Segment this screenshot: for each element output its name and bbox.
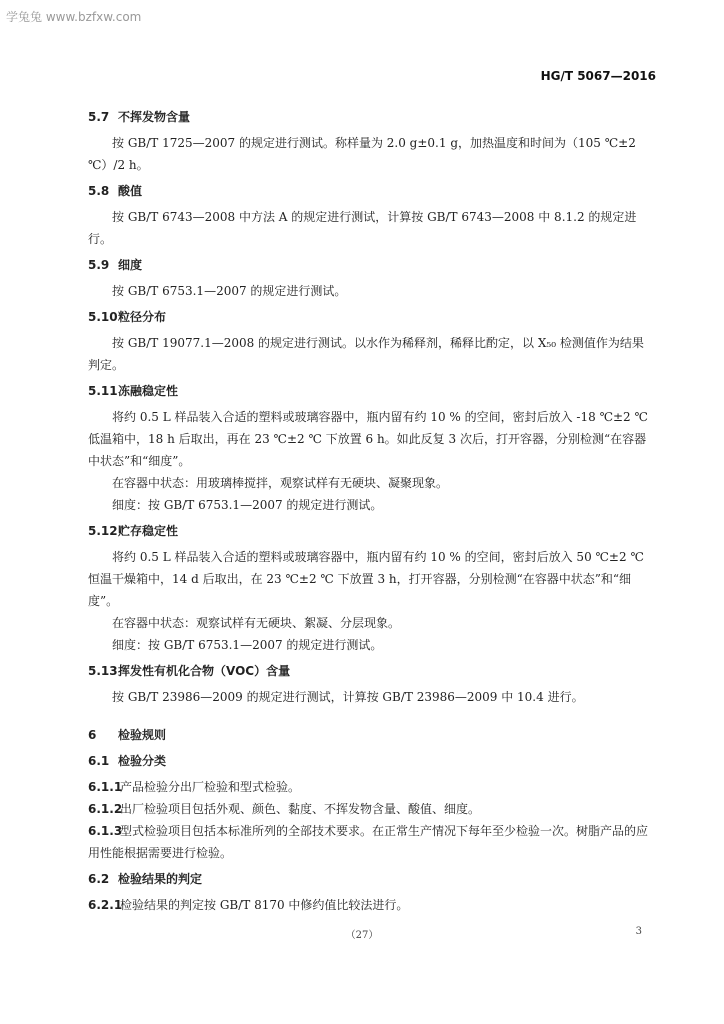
heading-title: 粒径分布 xyxy=(118,310,167,324)
clause-text: 型式检验项目包括本标准所列的全部技术要求。在正常生产情况下每年至少检验一次。树脂产品的应用性能根据需要进行检验。 xyxy=(88,824,649,860)
heading-title: 不挥发物含量 xyxy=(118,110,191,124)
heading-number: 5.7 xyxy=(88,110,110,124)
clause-number: 6.2.1 xyxy=(88,898,123,912)
clause-number: 6.1.1 xyxy=(88,780,123,794)
heading-5-7 xyxy=(88,106,654,128)
heading-number: 6.1 xyxy=(88,754,110,768)
paragraph: 将约 0.5 L 样品装入合适的塑料或玻璃容器中，瓶内留有约 10 % 的空间，密封后放入 50 ℃±2 ℃恒温干燥箱中，14 d 后取出，在 23 ℃±2 ℃ 下放置 3 h，打开容器，分别检测“在容器中状态”和“细度”。 xyxy=(88,550,644,608)
heading-5-9 xyxy=(88,254,654,276)
paragraph: 按 GB/T 19077.1—2008 的规定进行测试。以水作为稀释剂，稀释比酌定，以 X₅₀ 检测值作为结果判定。 xyxy=(88,336,644,372)
heading-5-8 xyxy=(88,180,654,202)
paragraph: 在容器中状态：观察试样有无硬块、絮凝、分层现象。 xyxy=(112,616,401,630)
heading-title: 贮存稳定性 xyxy=(118,524,179,538)
heading-title: 冻融稳定性 xyxy=(118,384,179,398)
heading-number: 5.11 xyxy=(88,384,118,398)
heading-title: 酸值 xyxy=(118,184,143,198)
watermark-text: 学兔兔 www.bzfxw.com xyxy=(6,10,142,24)
document-body xyxy=(88,106,654,916)
heading-number: 5.9 xyxy=(88,258,110,272)
heading-title: 检验规则 xyxy=(118,728,167,742)
paragraph: 按 GB/T 23986—2009 的规定进行测试，计算按 GB/T 23986—2009 中 10.4 进行。 xyxy=(112,690,584,704)
heading-5-10 xyxy=(88,306,654,328)
heading-number: 6.2 xyxy=(88,872,110,886)
page-number-center: （27） xyxy=(345,930,379,941)
heading-number: 5.8 xyxy=(88,184,110,198)
heading-title: 检验分类 xyxy=(118,754,167,768)
heading-5-11 xyxy=(88,380,654,402)
clause-number: 6.1.2 xyxy=(88,802,123,816)
heading-title: 细度 xyxy=(118,258,143,272)
heading-number: 5.12 xyxy=(88,524,118,538)
paragraph: 按 GB/T 6753.1—2007 的规定进行测试。 xyxy=(112,284,347,298)
paragraph: 将约 0.5 L 样品装入合适的塑料或玻璃容器中，瓶内留有约 10 % 的空间，密封后放入 -18 ℃±2 ℃低温箱中，18 h 后取出，再在 23 ℃±2 ℃ 下放置 6 h。如此反复 3 次后，打开容器，分别检测“在容器中状态”和“细度”。 xyxy=(88,410,648,468)
clause-text: 出厂检验项目包括外观、颜色、黏度、不挥发物含量、酸值、细度。 xyxy=(120,802,481,816)
clause-6-1-3 xyxy=(88,820,654,864)
heading-title: 挥发性有机化合物（VOC）含量 xyxy=(118,664,291,678)
heading-6-2 xyxy=(88,868,654,890)
clause-6-2-1 xyxy=(88,894,654,916)
heading-6 xyxy=(88,724,654,746)
heading-number: 5.10 xyxy=(88,310,118,324)
clause-6-1-1 xyxy=(88,776,654,798)
heading-number: 5.13 xyxy=(88,664,118,678)
paragraph: 细度：按 GB/T 6753.1—2007 的规定进行测试。 xyxy=(112,498,383,512)
standard-code: HG/T 5067—2016 xyxy=(540,69,656,83)
heading-title: 检验结果的判定 xyxy=(118,872,203,886)
paragraph: 按 GB/T 1725—2007 的规定进行测试。称样量为 2.0 g±0.1 g，加热温度和时间为（105 ℃±2 ℃）/2 h。 xyxy=(88,136,636,172)
clause-text: 产品检验分出厂检验和型式检验。 xyxy=(120,780,301,794)
clause-text: 检验结果的判定按 GB/T 8170 中修约值比较法进行。 xyxy=(120,898,409,912)
paragraph: 在容器中状态：用玻璃棒搅拌，观察试样有无硬块、凝聚现象。 xyxy=(112,476,449,490)
paragraph: 按 GB/T 6743—2008 中方法 A 的规定进行测试，计算按 GB/T 6743—2008 中 8.1.2 的规定进行。 xyxy=(88,210,637,246)
heading-6-1 xyxy=(88,750,654,772)
clause-number: 6.1.3 xyxy=(88,824,123,838)
page-number-right: 3 xyxy=(635,926,642,937)
paragraph: 细度：按 GB/T 6753.1—2007 的规定进行测试。 xyxy=(112,638,383,652)
heading-5-13 xyxy=(88,660,654,682)
heading-5-12 xyxy=(88,520,654,542)
heading-number: 6 xyxy=(88,728,97,742)
clause-6-1-2 xyxy=(88,798,654,820)
